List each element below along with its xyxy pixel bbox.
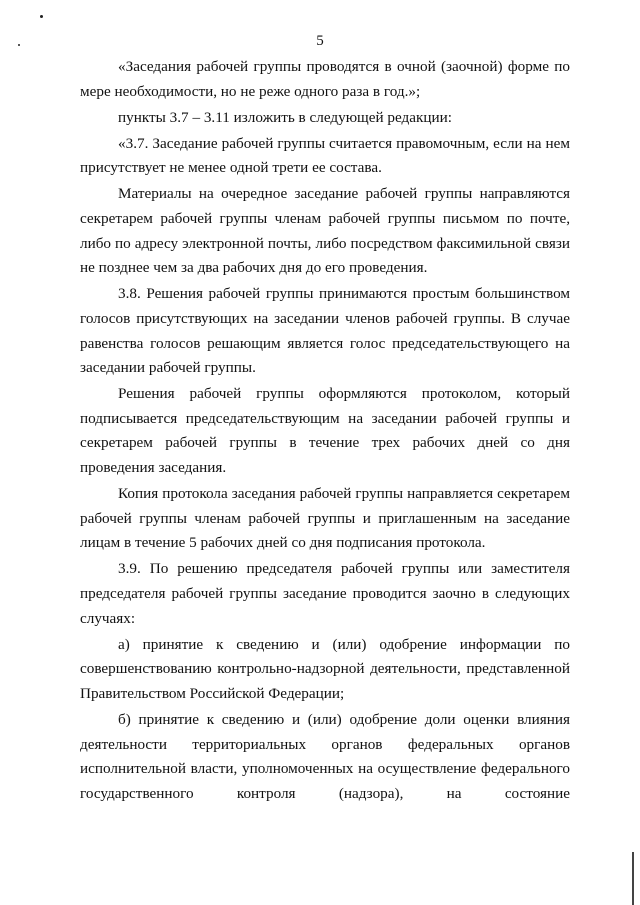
paragraph-sessions-form: «Заседания рабочей группы проводятся в очной (заочной) форме по мере необходимости, но не реже одного раза в год.»; [80,58,570,100]
scan-edge-mark [632,852,634,905]
document-body [80,55,570,808]
paragraph-amend-items: пункты 3.7 – 3.11 изложить в следующей редакции: [118,108,452,126]
paragraph-protocol-copy: Копия протокола заседания рабочей группы направляется секретарем рабочей группы членам рабочей группы и приглашенным на заседание лицам в течение 5 рабочих дней со дня подписания протокола. [80,485,570,552]
paragraph-materials: Материалы на очередное заседание рабочей группы направляются секретарем рабочей группы членам рабочей группы письмом по почте, либо по адресу электронной почты, либо посредством факсимильной связи не позднее чем за два рабочих дня до его проведения. [80,185,570,277]
scan-speck [40,15,43,18]
list-item-a: а) принятие к сведению и (или) одобрение информации по совершенствованию контрольно-надзорной деятельности, представленной Правительством Российской Федерации; [80,635,570,702]
list-item-b: б) принятие к сведению и (или) одобрение доли оценки влияния деятельности территориальных органов федеральных органов исполнительной власти, уполномоченных на осуществление федерального государственного контроля (надзора), на состояние [80,710,570,802]
paragraph-3-8: 3.8. Решения рабочей группы принимаются простым большинством голосов присутствующих на заседании членов рабочей группы. В случае равенства голосов решающим является голос председательствующего на заседании рабочей группы. [80,285,570,377]
paragraph-3-9: 3.9. По решению председателя рабочей группы или заместителя председателя рабочей группы заседание проводится заочно в следующих случаях: [80,560,570,627]
page-number: 5 [316,33,324,49]
paragraph-3-7: «3.7. Заседание рабочей группы считается правомочным, если на нем присутствует не менее одной трети ее состава. [80,134,570,177]
paragraph-protocol: Решения рабочей группы оформляются протоколом, который подписывается председательствующим на заседании рабочей группы и секретарем рабочей группы в течение трех рабочих дней со дня проведения заседания. [80,385,570,476]
